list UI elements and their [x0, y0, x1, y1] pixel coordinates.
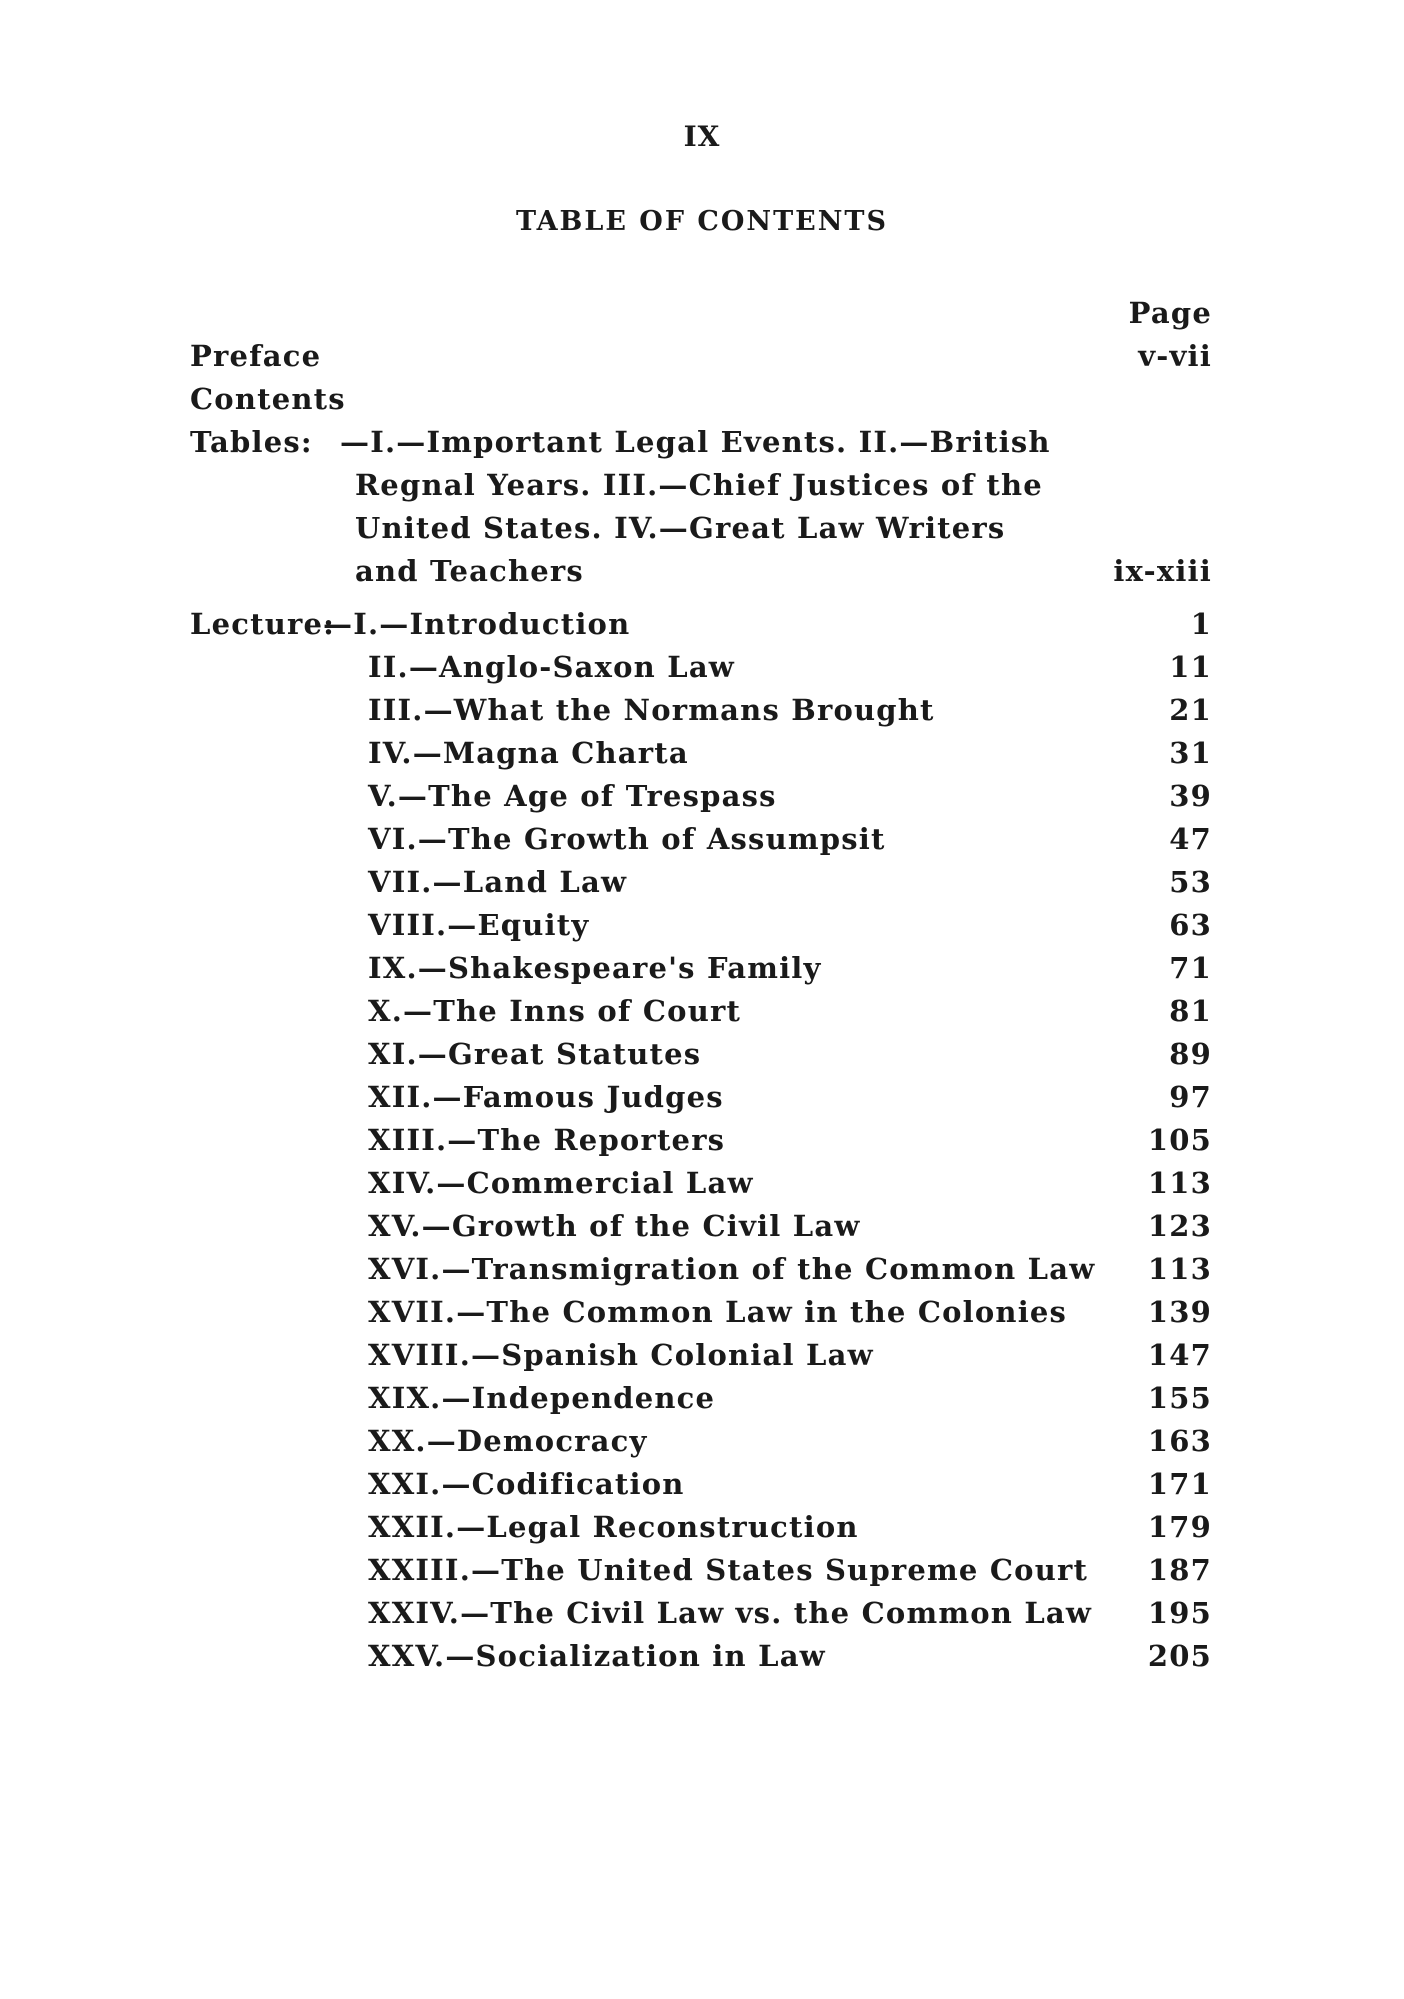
- tables-line-text: Regnal Years. III.—Chief Justices of the: [355, 468, 1043, 502]
- lecture-page: 21: [1169, 693, 1212, 727]
- lecture-title: III.—What the Normans Brought: [368, 693, 935, 727]
- lecture-title: XXIII.—The United States Supreme Court: [368, 1553, 1089, 1587]
- lecture-page: 89: [1169, 1037, 1212, 1071]
- lecture-entry: [190, 1291, 1212, 1334]
- lecture-page: 11: [1169, 650, 1212, 684]
- lecture-entry: [190, 1549, 1212, 1592]
- lecture-page: 139: [1147, 1295, 1212, 1329]
- lecture-title: XIII.—The Reporters: [368, 1123, 726, 1157]
- lecture-title: XII.—Famous Judges: [368, 1080, 724, 1114]
- lecture-entry: [190, 732, 1212, 775]
- lecture-title: XXI.—Codification: [368, 1467, 685, 1501]
- lecture-entry: [190, 646, 1212, 689]
- lecture-entry: [190, 990, 1212, 1033]
- lecture-label: Lecture:: [190, 607, 336, 641]
- lecture-title: XXII.—Legal Reconstruction: [368, 1510, 859, 1544]
- lecture-entry: [190, 1420, 1212, 1463]
- lecture-entry: [190, 1592, 1212, 1635]
- lecture-entry: [190, 1463, 1212, 1506]
- lecture-page: 195: [1147, 1596, 1212, 1630]
- lecture-title: IX.—Shakespeare's Family: [368, 951, 822, 985]
- lecture-entry: [190, 689, 1212, 732]
- lecture-entry: [190, 1248, 1212, 1291]
- lecture-entry: [190, 1205, 1212, 1248]
- entry-page: v-vii: [1138, 339, 1212, 373]
- lecture-entry: [190, 818, 1212, 861]
- lecture-title: XX.—Democracy: [368, 1424, 648, 1458]
- lecture-page: 163: [1147, 1424, 1212, 1458]
- lecture-page: 81: [1169, 994, 1212, 1028]
- lecture-page: 39: [1169, 779, 1212, 813]
- lecture-page: 105: [1147, 1123, 1212, 1157]
- tables-line: [190, 507, 1212, 550]
- lecture-page: 113: [1147, 1252, 1212, 1286]
- lecture-title: X.—The Inns of Court: [368, 994, 742, 1028]
- lecture-page: 205: [1147, 1639, 1212, 1673]
- lecture-title: XVI.—Transmigration of the Common Law: [368, 1252, 1096, 1286]
- lecture-entry: [190, 861, 1212, 904]
- lecture-entry: [190, 904, 1212, 947]
- tables-page: ix-xiii: [1113, 554, 1212, 588]
- lecture-entry: [190, 775, 1212, 818]
- tables-label: Tables:: [190, 425, 313, 459]
- lecture-title: II.—Anglo-Saxon Law: [368, 650, 735, 684]
- page-column-header-row: [190, 292, 1212, 335]
- entry-title: Contents: [190, 382, 346, 416]
- lecture-title: XXV.—Socialization in Law: [368, 1639, 826, 1673]
- lecture-page: 171: [1147, 1467, 1212, 1501]
- lecture-title: —I.—Introduction: [323, 607, 631, 641]
- lecture-title: V.—The Age of Trespass: [368, 779, 777, 813]
- lecture-page: 71: [1169, 951, 1212, 985]
- lecture-title: XIV.—Commercial Law: [368, 1166, 754, 1200]
- tables-line: [190, 421, 1212, 464]
- lecture-entry: [190, 1076, 1212, 1119]
- tables-line-text: and Teachers: [355, 554, 584, 588]
- lecture-title: VIII.—Equity: [368, 908, 590, 942]
- tables-line: [190, 550, 1212, 593]
- lecture-title: XVII.—The Common Law in the Colonies: [368, 1295, 1068, 1329]
- lecture-entry: [190, 1162, 1212, 1205]
- lecture-page: 47: [1169, 822, 1212, 856]
- lecture-page: 155: [1147, 1381, 1212, 1415]
- lecture-title: XXIV.—The Civil Law vs. the Common Law: [368, 1596, 1093, 1630]
- page-title: TABLE OF CONTENTS: [515, 206, 889, 237]
- tables-line: [190, 464, 1212, 507]
- lecture-title: XI.—Great Statutes: [368, 1037, 702, 1071]
- toc-entry-contents: [190, 378, 1212, 421]
- lecture-page: 179: [1147, 1510, 1212, 1544]
- lecture-entry: [190, 1119, 1212, 1162]
- lecture-title: VI.—The Growth of Assumpsit: [368, 822, 886, 856]
- lecture-title: XVIII.—Spanish Colonial Law: [368, 1338, 874, 1372]
- lecture-entry: [190, 603, 1212, 646]
- lecture-page: 147: [1147, 1338, 1212, 1372]
- toc-entry-preface: [190, 335, 1212, 378]
- toc-entry-tables: [190, 421, 1212, 593]
- lecture-entry: [190, 1635, 1212, 1678]
- lecture-page: 1: [1190, 607, 1212, 641]
- page-column-header: Page: [1128, 296, 1212, 330]
- lecture-entry: [190, 1506, 1212, 1549]
- lecture-entry: [190, 1033, 1212, 1076]
- lecture-page: 113: [1147, 1166, 1212, 1200]
- lecture-page: 97: [1169, 1080, 1212, 1114]
- table-of-contents: [190, 292, 1212, 1678]
- page-number: IX: [683, 120, 721, 153]
- lecture-page: 31: [1169, 736, 1212, 770]
- lecture-title: XV.—Growth of the Civil Law: [368, 1209, 861, 1243]
- lecture-page: 63: [1169, 908, 1212, 942]
- lecture-page: 53: [1169, 865, 1212, 899]
- entry-title: Preface: [190, 339, 322, 373]
- lecture-title: VII.—Land Law: [368, 865, 628, 899]
- lecture-title: IV.—Magna Charta: [368, 736, 689, 770]
- lecture-list: [190, 603, 1212, 1678]
- lecture-title: XIX.—Independence: [368, 1381, 716, 1415]
- lecture-entry: [190, 1334, 1212, 1377]
- tables-line-text: —I.—Important Legal Events. II.—British: [340, 425, 1051, 459]
- lecture-entry: [190, 947, 1212, 990]
- tables-line-text: United States. IV.—Great Law Writers: [355, 511, 1006, 545]
- lecture-page: 123: [1147, 1209, 1212, 1243]
- lecture-page: 187: [1147, 1553, 1212, 1587]
- lecture-entry: [190, 1377, 1212, 1420]
